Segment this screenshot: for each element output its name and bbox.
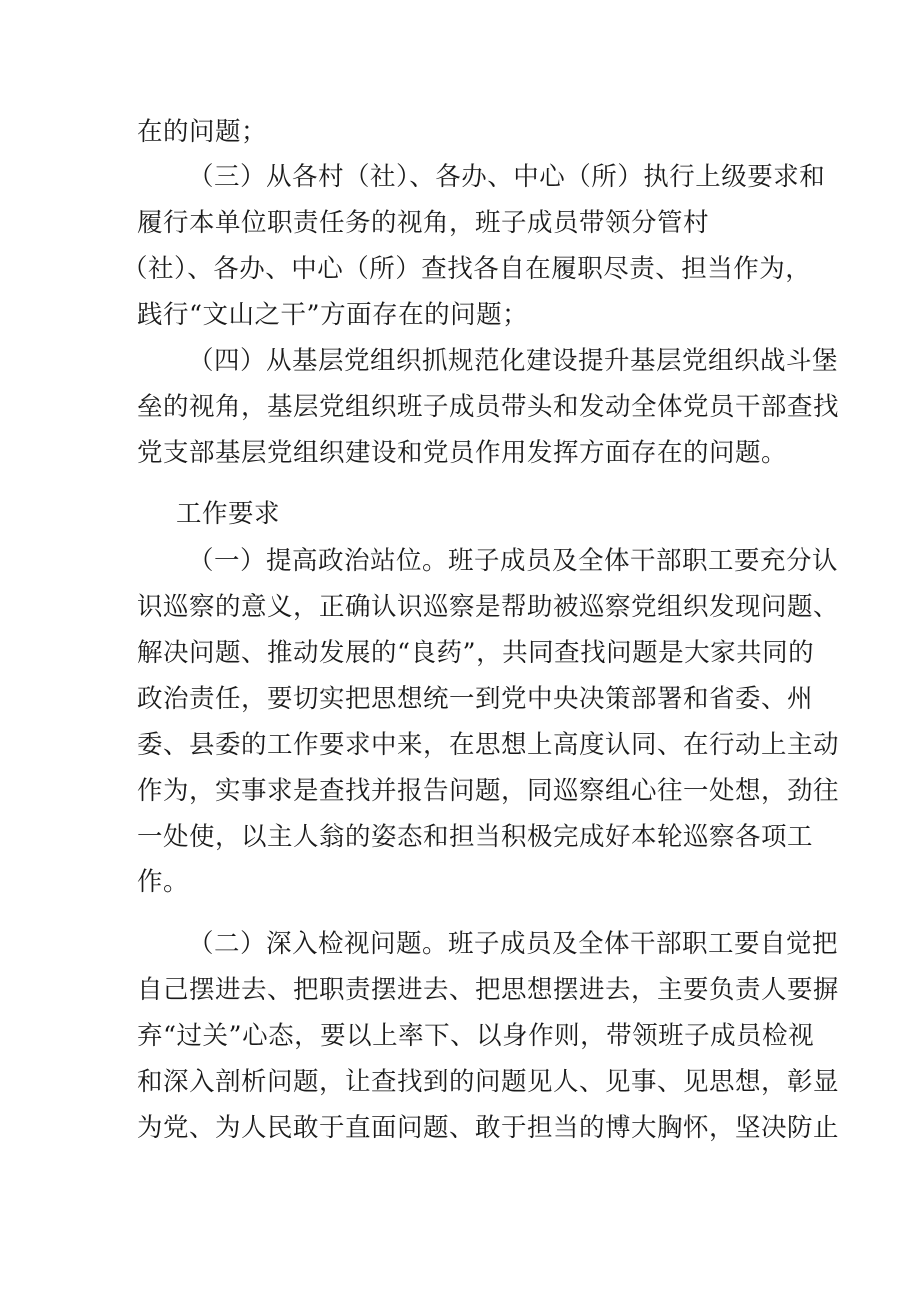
- text-line: 践行“文山之干”方面存在的问题；: [137, 300, 529, 330]
- text-line: 作。: [137, 867, 190, 897]
- text-line: 自己摆进去、把职责摆进去、把思想摆进去，主要负责人要摒: [137, 975, 840, 1005]
- text-line: 在的问题；: [137, 117, 268, 147]
- text-line: 履行本单位职责任务的视角，班子成员带领分管村: [137, 208, 710, 238]
- text-line: （四）从基层党组织抓规范化建设提升基层党组织战斗堡: [188, 346, 839, 376]
- text-line: （一）提高政治站位。班子成员及全体干部职工要充分认: [188, 546, 839, 576]
- text-line: 弃“过关”心态，要以上率下、以身作则，带领班子成员检视: [137, 1021, 815, 1051]
- text-line: 委、县委的工作要求中来，在思想上高度认同、在行动上主动: [137, 730, 840, 760]
- text-line: 作为，实事求是查找并报告问题，同巡察组心往一处想，劲往: [137, 776, 840, 806]
- text-line: 垒的视角，基层党组织班子成员带头和发动全体党员干部查找: [137, 392, 840, 422]
- text-line: 和深入剖析问题，让查找到的问题见人、见事、见思想，彰显: [137, 1067, 840, 1097]
- text-line: 为党、为人民敢于直面问题、敢于担当的博大胸怀，坚决防止: [137, 1113, 840, 1143]
- text-line: 党支部基层党组织建设和党员作用发挥方面存在的问题。: [137, 438, 788, 468]
- text-line: （社）、各办、中心（所）查找各自在履职尽责、担当作为，: [122, 254, 812, 284]
- text-line: 一处使，以主人翁的姿态和担当积极完成好本轮巡察各项工: [137, 822, 814, 852]
- text-line: （三）从各村（社）、各办、中心（所）执行上级要求和: [188, 162, 826, 192]
- text-line: 解决问题、推动发展的“良药”，共同查找问题是大家共同的: [137, 638, 815, 668]
- text-line: 识巡察的意义，正确认识巡察是帮助被巡察党组织发现问题、: [137, 592, 840, 622]
- text-line: （二）深入检视问题。班子成员及全体干部职工要自觉把: [188, 929, 839, 959]
- section-heading: 工作要求: [176, 499, 281, 529]
- text-line: 政治责任，要切实把思想统一到党中央决策部署和省委、州: [137, 684, 814, 714]
